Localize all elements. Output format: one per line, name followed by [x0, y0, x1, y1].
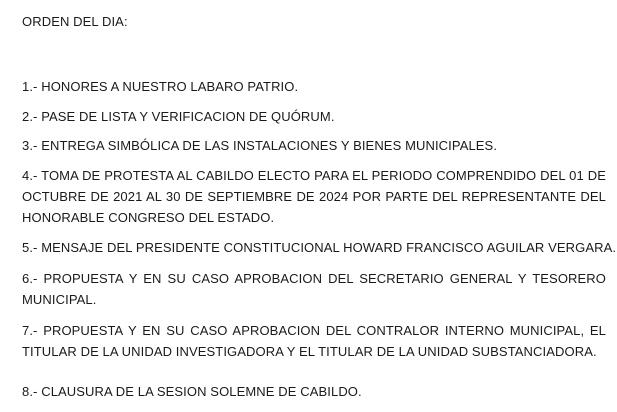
agenda-item-text: HONORES A NUESTRO LABARO PATRIO. [41, 79, 299, 94]
agenda-item-text: ENTREGA SIMBÓLICA DE LAS INSTALACIONES Y BIENES MUNICIPALES. [41, 138, 498, 153]
agenda-item-text: PROPUESTA Y EN SU CASO APROBACION DEL SECRETARIO GENERAL Y TESORERO [43, 271, 606, 286]
agenda-item-6 [22, 268, 606, 310]
agenda-item-number: 2.- [22, 109, 38, 124]
agenda-item-line: OCTUBRE DE 2021 AL 30 DE SEPTIEMBRE DE 2024 POR PARTE DEL REPRESENTANTE DEL [22, 189, 606, 204]
agenda-item-4 [22, 165, 606, 228]
agenda-item-number: 3.- [22, 138, 38, 153]
agenda-item-line: HONORABLE CONGRESO DEL ESTADO. [22, 210, 275, 225]
document-heading: ORDEN DEL DIA: [22, 14, 128, 29]
agenda-item-text: TOMA DE PROTESTA AL CABILDO ELECTO PARA EL PERIODO COMPRENDIDO DEL 01 DE [41, 168, 606, 183]
agenda-item-text: PASE DE LISTA Y VERIFICACION DE QUÓRUM. [41, 109, 335, 124]
agenda-item-1 [22, 76, 606, 97]
agenda-item-line [22, 268, 606, 289]
agenda-item-8 [22, 381, 606, 402]
agenda-item-number: 4.- [22, 168, 38, 183]
agenda-item-number: 1.- [22, 79, 38, 94]
agenda-item-3 [22, 135, 606, 156]
agenda-item-text: MENSAJE DEL PRESIDENTE CONSTITUCIONAL HOWARD FRANCISCO AGUILAR VERGARA. [41, 240, 617, 255]
agenda-item-line: MUNICIPAL. [22, 292, 97, 307]
agenda-item-text: PROPUESTA Y EN SU CASO APROBACION DEL CONTRALOR INTERNO MUNICIPAL, EL [43, 323, 606, 338]
agenda-item-line: TITULAR DE LA UNIDAD INVESTIGADORA Y EL TITULAR DE LA UNIDAD SUBSTANCIADORA. [22, 344, 597, 359]
agenda-item-7 [22, 320, 606, 362]
agenda-item-text: CLAUSURA DE LA SESION SOLEMNE DE CABILDO. [41, 384, 362, 399]
agenda-item-number: 7.- [22, 323, 38, 338]
agenda-item-line [22, 320, 606, 341]
agenda-item-5 [22, 237, 617, 258]
agenda-item-line [22, 165, 606, 186]
agenda-item-number: 6.- [22, 271, 38, 286]
agenda-item-number: 5.- [22, 240, 38, 255]
agenda-item-2 [22, 106, 606, 127]
agenda-item-number: 8.- [22, 384, 38, 399]
